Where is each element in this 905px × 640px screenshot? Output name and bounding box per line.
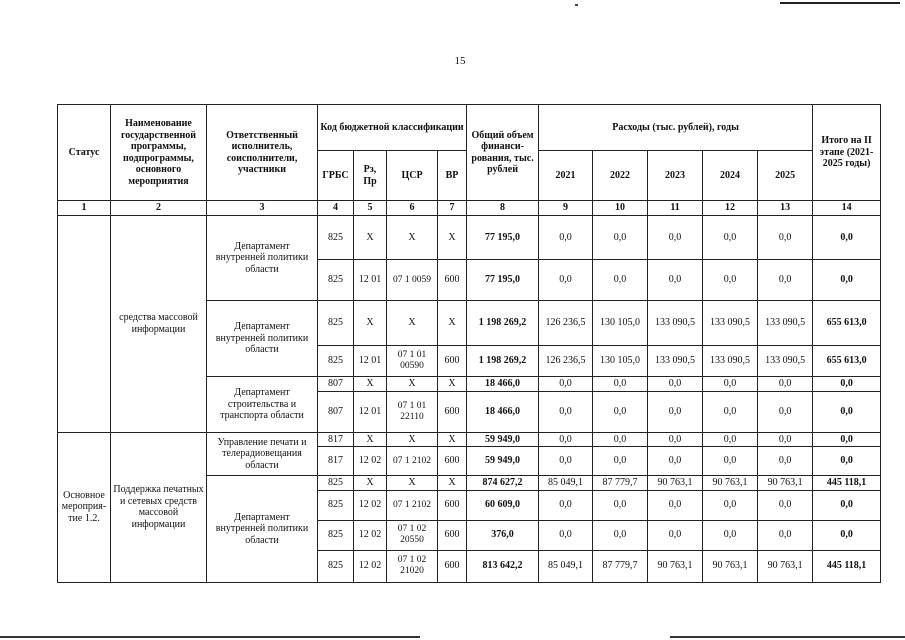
y2024-cell: 0,0 [703, 432, 758, 447]
header-vr: ВР [438, 151, 467, 201]
rzpr-cell: 12 01 [354, 346, 387, 377]
rzpr-cell: 12 02 [354, 520, 387, 550]
rzpr-cell: 12 01 [354, 391, 387, 432]
top-rule-line [780, 2, 900, 4]
col-num: 2 [111, 201, 207, 216]
header-name: Наименование государственной программы, подпрограммы, основного мероприятия [111, 105, 207, 201]
col-num: 3 [207, 201, 318, 216]
csr-cell: Х [387, 476, 438, 491]
csr-cell: Х [387, 377, 438, 392]
itogo-cell: 0,0 [813, 391, 881, 432]
rzpr-cell: 12 02 [354, 447, 387, 476]
y2025-cell: 0,0 [758, 377, 813, 392]
total-cell: 1 198 269,2 [467, 346, 539, 377]
responsible-cell: Департамент строительства и транспорта области [207, 377, 318, 433]
y2023-cell: 133 090,5 [648, 301, 703, 346]
page-number: 15 [454, 55, 466, 67]
y2024-cell: 0,0 [703, 520, 758, 550]
y2021-cell: 85 049,1 [539, 550, 593, 582]
total-cell: 60 609,0 [467, 490, 539, 520]
itogo-cell: 445 118,1 [813, 550, 881, 582]
y2022-cell: 130 105,0 [593, 301, 648, 346]
y2024-cell: 0,0 [703, 447, 758, 476]
y2021-cell: 0,0 [539, 432, 593, 447]
header-year-2024: 2024 [703, 151, 758, 201]
y2022-cell: 0,0 [593, 490, 648, 520]
y2023-cell: 0,0 [648, 490, 703, 520]
y2024-cell: 90 763,1 [703, 550, 758, 582]
program-name-cell: средства массовой информации [111, 216, 207, 433]
col-num: 12 [703, 201, 758, 216]
y2021-cell: 0,0 [539, 377, 593, 392]
header-expenses: Расходы (тыс. рублей), годы [539, 105, 813, 151]
y2022-cell: 87 779,7 [593, 550, 648, 582]
vr-cell: Х [438, 301, 467, 346]
total-cell: 1 198 269,2 [467, 301, 539, 346]
vr-cell: 600 [438, 520, 467, 550]
rzpr-cell: 12 02 [354, 490, 387, 520]
y2024-cell: 133 090,5 [703, 301, 758, 346]
vr-cell: 600 [438, 447, 467, 476]
vr-cell: Х [438, 216, 467, 260]
y2025-cell: 0,0 [758, 432, 813, 447]
grbs-cell: 807 [318, 377, 354, 392]
y2024-cell: 0,0 [703, 377, 758, 392]
itogo-cell: 655 613,0 [813, 301, 881, 346]
total-cell: 18 466,0 [467, 377, 539, 392]
y2021-cell: 0,0 [539, 216, 593, 260]
y2021-cell: 0,0 [539, 490, 593, 520]
col-num: 14 [813, 201, 881, 216]
y2021-cell: 0,0 [539, 391, 593, 432]
y2023-cell: 0,0 [648, 447, 703, 476]
header-year-2021: 2021 [539, 151, 593, 201]
itogo-cell: 445 118,1 [813, 476, 881, 491]
y2025-cell: 90 763,1 [758, 476, 813, 491]
y2021-cell: 0,0 [539, 447, 593, 476]
status-cell-empty [58, 216, 111, 433]
y2022-cell: 87 779,7 [593, 476, 648, 491]
csr-cell: 07 1 02 20550 [387, 520, 438, 550]
rzpr-cell: Х [354, 377, 387, 392]
grbs-cell: 825 [318, 216, 354, 260]
y2025-cell: 0,0 [758, 260, 813, 301]
total-cell: 59 949,0 [467, 447, 539, 476]
table-row [58, 432, 881, 447]
y2025-cell: 0,0 [758, 447, 813, 476]
total-cell: 874 627,2 [467, 476, 539, 491]
y2021-cell: 126 236,5 [539, 346, 593, 377]
y2022-cell: 130 105,0 [593, 346, 648, 377]
y2021-cell: 126 236,5 [539, 301, 593, 346]
grbs-cell: 825 [318, 520, 354, 550]
rzpr-cell: Х [354, 432, 387, 447]
bottom-rule-gap [420, 636, 670, 638]
vr-cell: 600 [438, 346, 467, 377]
itogo-cell: 0,0 [813, 520, 881, 550]
y2022-cell: 0,0 [593, 432, 648, 447]
responsible-cell: Управление печати и телерадиовещания области [207, 432, 318, 476]
y2023-cell: 0,0 [648, 216, 703, 260]
y2025-cell: 133 090,5 [758, 346, 813, 377]
total-cell: 77 195,0 [467, 260, 539, 301]
header-itogo: Итого на II этапе (2021-2025 годы) [813, 105, 881, 201]
grbs-cell: 825 [318, 301, 354, 346]
csr-cell: 07 1 2102 [387, 447, 438, 476]
y2023-cell: 0,0 [648, 377, 703, 392]
col-num: 7 [438, 201, 467, 216]
y2021-cell: 0,0 [539, 520, 593, 550]
header-year-2023: 2023 [648, 151, 703, 201]
col-num: 4 [318, 201, 354, 216]
status-cell: Основное мероприя-тие 1.2. [58, 432, 111, 582]
itogo-cell: 0,0 [813, 447, 881, 476]
header-year-2022: 2022 [593, 151, 648, 201]
col-num: 9 [539, 201, 593, 216]
y2022-cell: 0,0 [593, 216, 648, 260]
itogo-cell: 0,0 [813, 490, 881, 520]
y2025-cell: 0,0 [758, 520, 813, 550]
total-cell: 77 195,0 [467, 216, 539, 260]
itogo-cell: 0,0 [813, 260, 881, 301]
y2025-cell: 133 090,5 [758, 301, 813, 346]
y2024-cell: 0,0 [703, 490, 758, 520]
y2025-cell: 0,0 [758, 216, 813, 260]
col-num: 10 [593, 201, 648, 216]
csr-cell: 07 1 02 21020 [387, 550, 438, 582]
col-num: 13 [758, 201, 813, 216]
csr-cell: 07 1 01 22110 [387, 391, 438, 432]
header-rzpr: Рз, Пр [354, 151, 387, 201]
grbs-cell: 825 [318, 550, 354, 582]
y2023-cell: 133 090,5 [648, 346, 703, 377]
y2021-cell: 0,0 [539, 260, 593, 301]
header-status: Статус [58, 105, 111, 201]
grbs-cell: 825 [318, 346, 354, 377]
header-budget-code: Код бюджетной классификации [318, 105, 467, 151]
y2025-cell: 90 763,1 [758, 550, 813, 582]
responsible-cell: Департамент внутренней политики области [207, 301, 318, 377]
grbs-cell: 825 [318, 490, 354, 520]
y2022-cell: 0,0 [593, 520, 648, 550]
header-total-volume: Общий объем финанси-рования, тыс. рублей [467, 105, 539, 201]
y2024-cell: 133 090,5 [703, 346, 758, 377]
column-number-row [58, 201, 881, 216]
responsible-cell: Департамент внутренней политики области [207, 216, 318, 301]
y2022-cell: 0,0 [593, 377, 648, 392]
vr-cell: 600 [438, 260, 467, 301]
vr-cell: 600 [438, 391, 467, 432]
header-year-2025: 2025 [758, 151, 813, 201]
itogo-cell: 655 613,0 [813, 346, 881, 377]
vr-cell: 600 [438, 550, 467, 582]
total-cell: 376,0 [467, 520, 539, 550]
vr-cell: Х [438, 377, 467, 392]
y2022-cell: 0,0 [593, 391, 648, 432]
grbs-cell: 817 [318, 432, 354, 447]
y2023-cell: 0,0 [648, 391, 703, 432]
rzpr-cell: 12 01 [354, 260, 387, 301]
y2021-cell: 85 049,1 [539, 476, 593, 491]
y2024-cell: 90 763,1 [703, 476, 758, 491]
col-num: 5 [354, 201, 387, 216]
header-responsible: Ответственный исполнитель, соисполнители, участники [207, 105, 318, 201]
grbs-cell: 825 [318, 476, 354, 491]
csr-cell: 07 1 2102 [387, 490, 438, 520]
vr-cell: 600 [438, 490, 467, 520]
y2025-cell: 0,0 [758, 490, 813, 520]
rzpr-cell: 12 02 [354, 550, 387, 582]
col-num: 6 [387, 201, 438, 216]
y2023-cell: 90 763,1 [648, 550, 703, 582]
header-csr: ЦСР [387, 151, 438, 201]
col-num: 1 [58, 201, 111, 216]
budget-table [57, 104, 881, 583]
col-num: 11 [648, 201, 703, 216]
responsible-cell: Департамент внутренней политики области [207, 476, 318, 583]
total-cell: 18 466,0 [467, 391, 539, 432]
program-name-cell: Поддержка печатных и сетевых средств массовой информации [111, 432, 207, 582]
y2023-cell: 0,0 [648, 260, 703, 301]
total-cell: 59 949,0 [467, 432, 539, 447]
y2024-cell: 0,0 [703, 391, 758, 432]
rzpr-cell: Х [354, 216, 387, 260]
csr-cell: 07 1 0059 [387, 260, 438, 301]
rzpr-cell: Х [354, 301, 387, 346]
csr-cell: Х [387, 301, 438, 346]
y2023-cell: 0,0 [648, 520, 703, 550]
vr-cell: Х [438, 432, 467, 447]
rzpr-cell: Х [354, 476, 387, 491]
csr-cell: 07 1 01 00590 [387, 346, 438, 377]
vr-cell: Х [438, 476, 467, 491]
itogo-cell: 0,0 [813, 432, 881, 447]
grbs-cell: 817 [318, 447, 354, 476]
grbs-cell: 807 [318, 391, 354, 432]
y2025-cell: 0,0 [758, 391, 813, 432]
grbs-cell: 825 [318, 260, 354, 301]
csr-cell: Х [387, 432, 438, 447]
header-grbs: ГРБС [318, 151, 354, 201]
y2023-cell: 0,0 [648, 432, 703, 447]
y2022-cell: 0,0 [593, 260, 648, 301]
y2023-cell: 90 763,1 [648, 476, 703, 491]
itogo-cell: 0,0 [813, 377, 881, 392]
table-row [58, 216, 881, 260]
y2024-cell: 0,0 [703, 260, 758, 301]
top-rule-mark [575, 4, 578, 6]
col-num: 8 [467, 201, 539, 216]
y2022-cell: 0,0 [593, 447, 648, 476]
csr-cell: Х [387, 216, 438, 260]
y2024-cell: 0,0 [703, 216, 758, 260]
itogo-cell: 0,0 [813, 216, 881, 260]
total-cell: 813 642,2 [467, 550, 539, 582]
